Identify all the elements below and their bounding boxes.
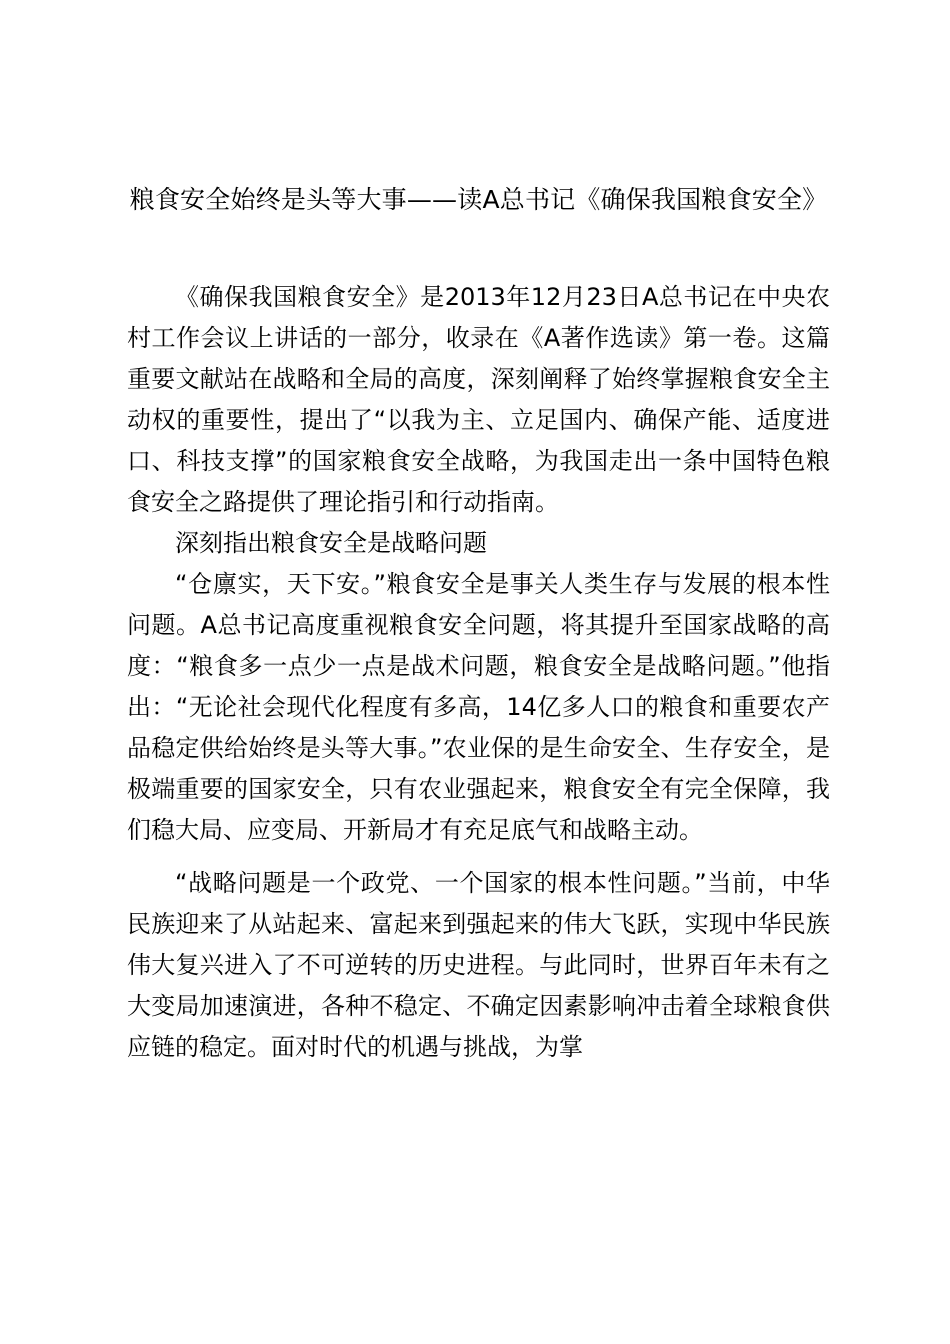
paragraph-strategic-issue: “仓廪实，天下安。”粮食安全是事关人类生存与发展的根本性问题。A总书记高度重视粮食安全问题，将其提升至国家战略的高度：“粮食多一点少一点是战术问题，粮食安全是战略问题。”他指出：“无论社会现代化程度有多高，14亿多人口的粮食和重要农产品稳定供给始终是头等大事。”农业保的是生命安全、生存安全，是极端重要的国家安全，只有农业强起来，粮食安全有完全保障，我们稳大局、应变局、开新局才有充足底气和战略主动。	[127, 570, 830, 844]
paragraph-intro: 《确保我国粮食安全》是2013年12月23日A总书记在中央农村工作会议上讲话的一部分，收录在《A著作选读》第一卷。这篇重要文献站在战略和全局的高度，深刻阐释了始终掌握粮食安全主动权的重要性，提出了“以我为主、立足国内、确保产能、适度进口、科技支撑”的国家粮食安全战略，为我国走出一条中国特色粮食安全之路提供了理论指引和行动指南。	[127, 283, 830, 516]
document-title: 粮食安全始终是头等大事——读A总书记《确保我国粮食安全》	[129, 185, 828, 214]
section-heading: 深刻指出粮食安全是战略问题	[175, 529, 487, 557]
document-page	[127, 0, 830, 1344]
paragraph-strategy-context: “战略问题是一个政党、一个国家的根本性问题。”当前，中华民族迎来了从站起来、富起来到强起来的伟大飞跃，实现中华民族伟大复兴进入了不可逆转的历史进程。与此同时，世界百年未有之大变局加速演进，各种不稳定、不确定因素影响冲击着全球粮食供应链的稳定。面对时代的机遇与挑战，为掌	[127, 869, 830, 1061]
document-body	[127, 277, 830, 1068]
